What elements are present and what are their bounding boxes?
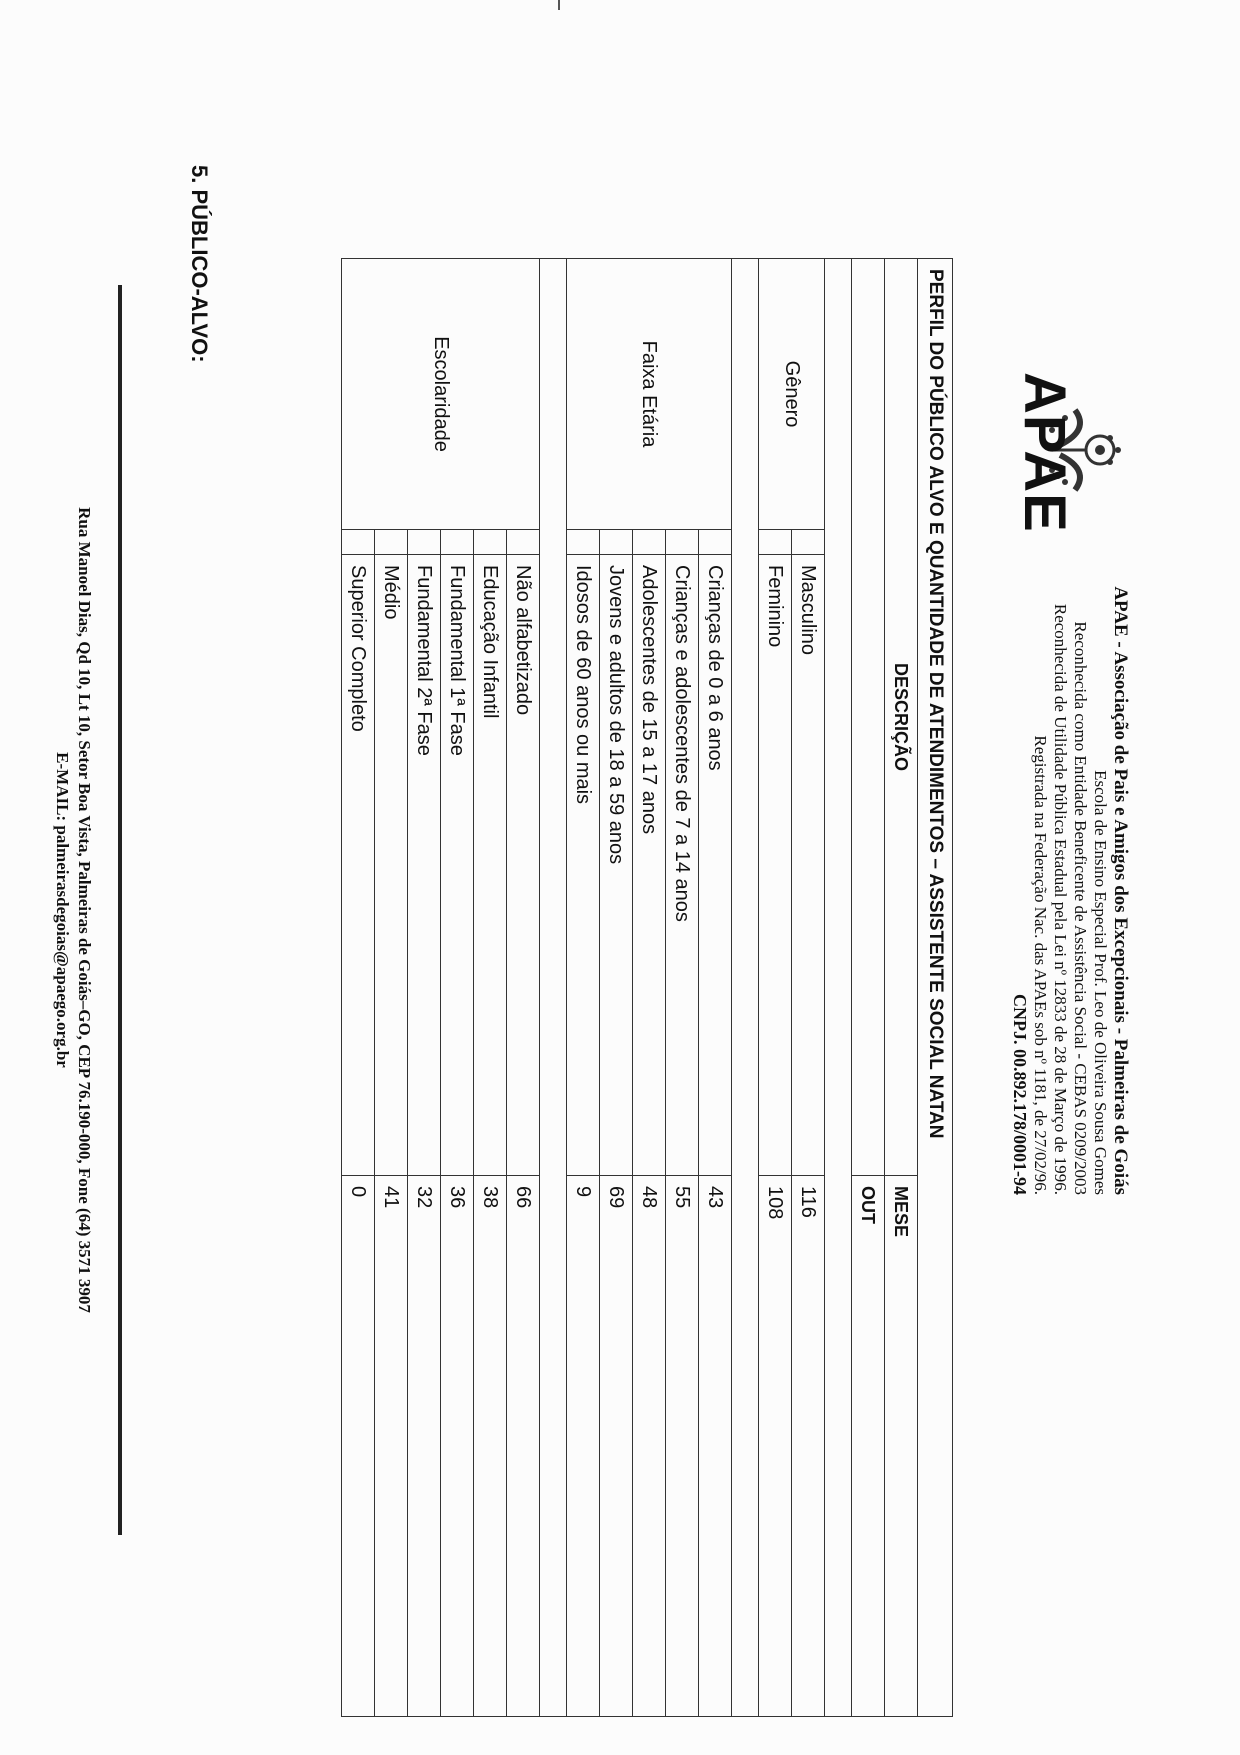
- row-label: Idosos de 60 anos ou mais: [567, 555, 600, 1176]
- row-label: Fundamental 1ª Fase: [441, 555, 474, 1176]
- row-label: Feminino: [759, 555, 792, 1176]
- footer-divider: [118, 285, 122, 1535]
- apae-logo-text: APAE: [1012, 372, 1077, 533]
- indent-cell: [408, 530, 441, 555]
- row-value: 66: [507, 1176, 540, 1717]
- row-label: Crianças e adolescentes de 7 a 14 anos: [666, 555, 699, 1176]
- organization-header: [1010, 565, 1130, 1195]
- org-public-utility: Reconhecida de Utilidade Pública Estadual pela Lei nº 12833 de 28 de Março de 1996.: [1051, 603, 1070, 1195]
- row-label: Educação Infantil: [474, 555, 507, 1176]
- org-cebas: Reconhecida como Entidade Beneficente de Assistência Social - CEBAS 0209/2003: [1071, 621, 1090, 1195]
- indent-cell: [666, 530, 699, 555]
- row-value: 36: [441, 1176, 474, 1717]
- row-value: 41: [375, 1176, 408, 1717]
- group-spacer: [825, 259, 852, 1717]
- indent-cell: [507, 530, 540, 555]
- table-row: [699, 259, 732, 1717]
- indent-cell: [759, 530, 792, 555]
- footer: [51, 285, 95, 1535]
- indent-cell: [600, 530, 633, 555]
- row-value: 55: [666, 1176, 699, 1717]
- category-cell: Escolaridade: [342, 259, 540, 530]
- edge-mark: [558, 0, 560, 10]
- indent-cell: [441, 530, 474, 555]
- category-cell: Faixa Etária: [567, 259, 732, 530]
- org-federation: Registrada na Federação Nac. das APAEs sob nº 1181, de 27/02/96.: [1031, 735, 1050, 1195]
- row-label: Jovens e adultos de 18 a 59 anos: [600, 555, 633, 1176]
- indent-cell: [792, 530, 825, 555]
- group-spacer: [732, 259, 759, 1717]
- row-label: Masculino: [792, 555, 825, 1176]
- target-audience-table: [341, 258, 953, 1717]
- row-label: Médio: [375, 555, 408, 1176]
- table-row: [507, 259, 540, 1717]
- row-value: 116: [792, 1176, 825, 1717]
- indent-cell: [633, 530, 666, 555]
- table-row: [792, 259, 825, 1717]
- indent-cell: [699, 530, 732, 555]
- header-description: DESCRIÇÃO: [885, 259, 918, 1176]
- indent-cell: [567, 530, 600, 555]
- row-label: Fundamental 2ª Fase: [408, 555, 441, 1176]
- row-label: Não alfabetizado: [507, 555, 540, 1176]
- footer-email: E-MAIL: palmeirasdegoias@apaego.org.br: [53, 752, 72, 1068]
- row-value: 43: [699, 1176, 732, 1717]
- org-school: Escola de Ensino Especial Prof. Leo de Oliveira Sousa Gomes: [1091, 770, 1110, 1195]
- row-value: 48: [633, 1176, 666, 1717]
- org-cnpj: CNPJ. 00.892.178/0001-94: [1010, 994, 1030, 1195]
- row-value: 32: [408, 1176, 441, 1717]
- category-cell: Gênero: [759, 259, 825, 530]
- indent-cell: [474, 530, 507, 555]
- row-value: 108: [759, 1176, 792, 1717]
- section-title: 5. PÚBLICO-ALVO:: [187, 165, 212, 363]
- row-value: 69: [600, 1176, 633, 1717]
- indent-cell: [375, 530, 408, 555]
- row-value: 9: [567, 1176, 600, 1717]
- footer-address: Rua Manoel Dias, Qd 10, Lt 10, Setor Boa Vista, Palmeiras de Goiás–GO, CEP 76.190-000, Fone (64) 3571 3907: [75, 507, 94, 1313]
- header-month: OUT: [852, 1176, 885, 1717]
- row-label: Adolescentes de 15 a 17 anos: [633, 555, 666, 1176]
- row-label: Crianças de 0 a 6 anos: [699, 555, 732, 1176]
- row-label: Superior Completo: [342, 555, 375, 1176]
- row-value: 0: [342, 1176, 375, 1717]
- header-spacer: [852, 259, 885, 1176]
- table-caption: PERFIL DO PÚBLICO ALVO E QUANTIDADE DE ATENDIMENTOS – ASSISTENTE SOCIAL NATAN: [918, 259, 953, 1717]
- indent-cell: [342, 530, 375, 555]
- org-name: APAE - Associação de Pais e Amigos dos Excepcionais - Palmeiras de Goiás: [1110, 586, 1131, 1195]
- header-month-group: MESE: [885, 1176, 918, 1717]
- group-spacer: [540, 259, 567, 1717]
- row-value: 38: [474, 1176, 507, 1717]
